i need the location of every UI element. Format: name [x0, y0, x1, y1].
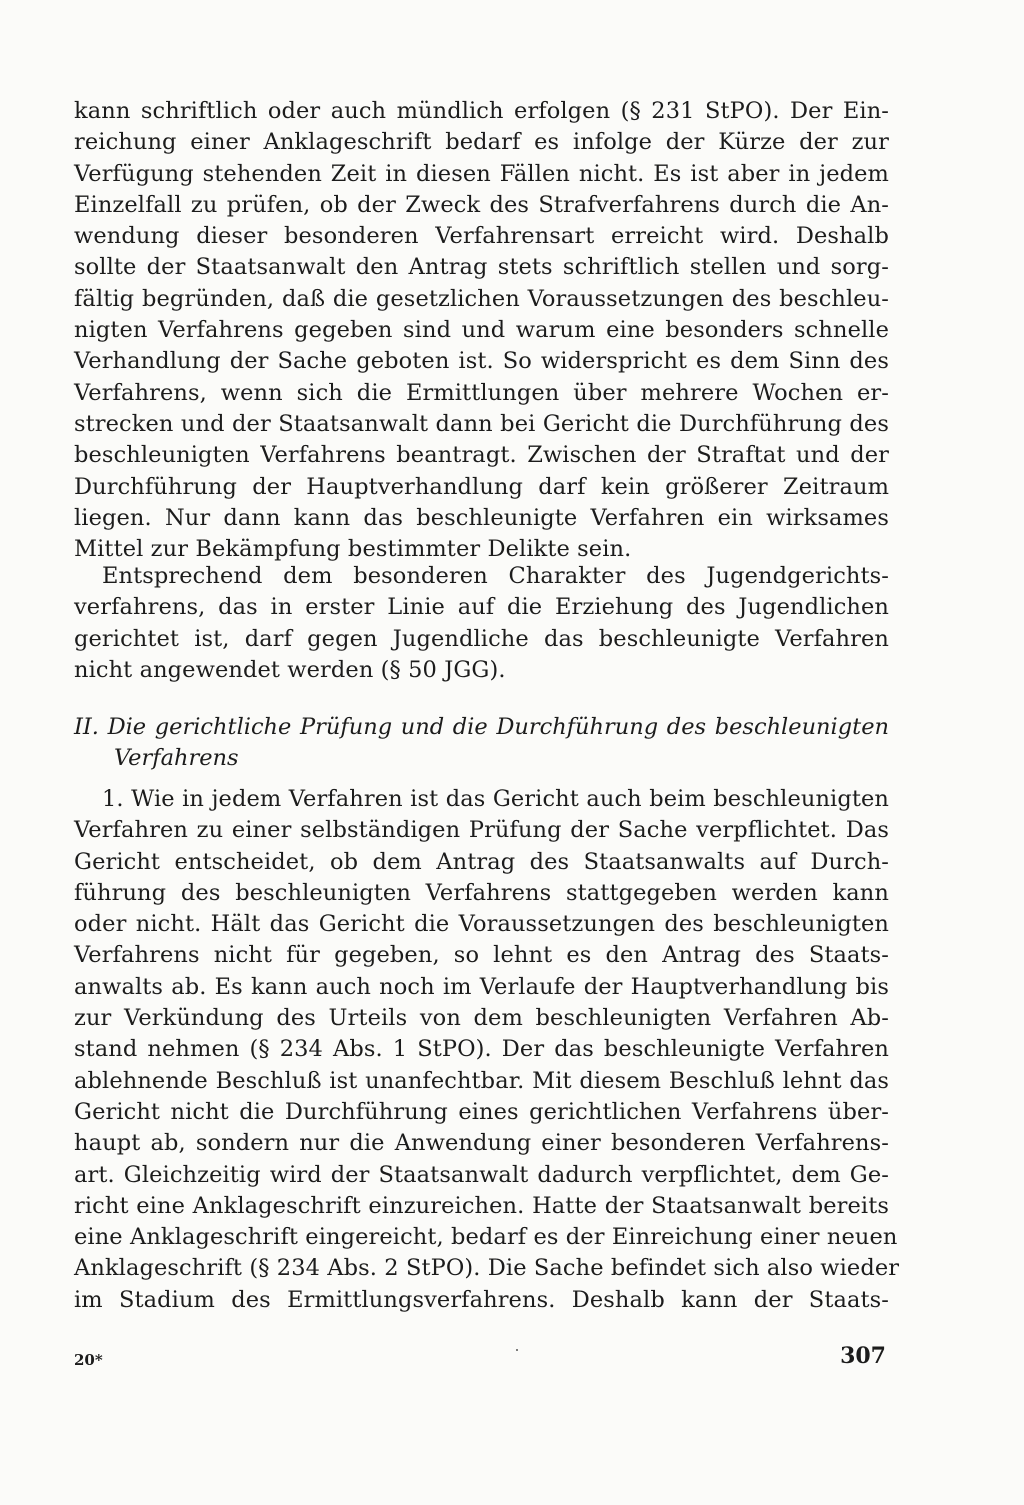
text-line: oder nicht. Hält das Gericht die Voraussetzungen des beschleunigten — [74, 911, 889, 938]
text-line: eine Anklageschrift eingereicht, bedarf es der Einreichung einer neuen — [74, 1224, 898, 1251]
text-line: gerichtet ist, darf gegen Jugendliche das beschleunigte Verfahren — [74, 625, 889, 652]
text-line: ablehnende Beschluß ist unanfechtbar. Mit diesem Beschluß lehnt das — [74, 1067, 889, 1094]
text-line: Mittel zur Bekämpfung bestimmter Delikte sein. — [74, 536, 632, 563]
text-line: beschleunigten Verfahrens beantragt. Zwischen der Straftat und der — [74, 442, 889, 469]
text-line: im Stadium des Ermittlungsverfahrens. Deshalb kann der Staats- — [74, 1286, 889, 1313]
text-line: zur Verkündung des Urteils von dem beschleunigten Verfahren Ab- — [74, 1005, 889, 1032]
text-line: richt eine Anklageschrift einzureichen. Hatte der Staatsanwalt bereits — [74, 1192, 889, 1219]
page-number: 307 — [840, 1343, 886, 1369]
text-line: führung des beschleunigten Verfahrens stattgegeben werden kann — [74, 879, 889, 906]
text-line: Gericht entscheidet, ob dem Antrag des Staatsanwalts auf Durch- — [74, 848, 889, 875]
text-line: anwalts ab. Es kann auch noch im Verlaufe der Hauptverhandlung bis — [74, 973, 889, 1000]
text-line: Entsprechend dem besonderen Charakter des Jugendgerichts- — [102, 563, 889, 589]
text-line: stand nehmen (§ 234 Abs. 1 StPO). Der das beschleunigte Verfahren — [74, 1036, 889, 1063]
text-line: 1. Wie in jedem Verfahren ist das Gericht auch beim beschleunigten — [102, 786, 889, 812]
text-line: nigten Verfahrens gegeben sind und warum eine besonders schnelle — [74, 317, 889, 344]
paragraph-2 — [74, 561, 889, 686]
text-line: Verfügung stehenden Zeit in diesen Fällen nicht. Es ist aber in jedem — [74, 160, 889, 187]
text-line: Verfahrens, wenn sich die Ermittlungen über mehrere Wochen er- — [74, 379, 889, 406]
text-line: Einzelfall zu prüfen, ob der Zweck des Strafverfahrens durch die An- — [74, 191, 889, 218]
text-line: Durchführung der Hauptverhandlung darf kein größerer Zeitraum — [74, 473, 889, 500]
text-line: strecken und der Staatsanwalt dann bei Gericht die Durchführung des — [74, 410, 889, 437]
print-speck — [516, 1349, 518, 1351]
text-line: Gericht nicht die Durchführung eines gerichtlichen Verfahrens über- — [74, 1098, 889, 1125]
paragraph-1 — [74, 96, 889, 565]
text-line: art. Gleichzeitig wird der Staatsanwalt dadurch verpflichtet, dem Ge- — [74, 1161, 889, 1188]
text-line: Verfahrens nicht für gegeben, so lehnt es den Antrag des Staats- — [74, 942, 889, 969]
text-line: reichung einer Anklageschrift bedarf es infolge der Kürze der zur — [74, 129, 889, 156]
heading-line: II. Die gerichtliche Prüfung und die Durchführung des beschleunigten — [74, 714, 889, 740]
text-line: sollte der Staatsanwalt den Antrag stets schriftlich stellen und sorg- — [74, 254, 889, 281]
section-heading — [74, 712, 889, 774]
text-line: fältig begründen, daß die gesetzlichen Voraussetzungen des beschleu- — [74, 285, 889, 312]
text-line: Anklageschrift (§ 234 Abs. 2 StPO). Die Sache befindet sich also wieder — [74, 1255, 900, 1282]
text-line: liegen. Nur dann kann das beschleunigte Verfahren ein wirksames — [74, 504, 889, 531]
text-line: Verfahren zu einer selbständigen Prüfung der Sache verpflichtet. Das — [74, 817, 889, 844]
signature-mark: 20* — [74, 1351, 103, 1369]
paragraph-3 — [74, 784, 900, 1316]
text-line: Verhandlung der Sache geboten ist. So widerspricht es dem Sinn des — [74, 348, 889, 375]
text-line: nicht angewendet werden (§ 50 JGG). — [74, 656, 506, 683]
text-line: kann schriftlich oder auch mündlich erfolgen (§ 231 StPO). Der Ein- — [74, 98, 889, 124]
text-line: wendung dieser besonderen Verfahrensart erreicht wird. Deshalb — [74, 223, 889, 250]
text-line: verfahrens, das in erster Linie auf die Erziehung des Jugendlichen — [74, 594, 889, 621]
heading-line: Verfahrens — [114, 745, 239, 771]
text-line: haupt ab, sondern nur die Anwendung einer besonderen Verfahrens- — [74, 1130, 889, 1157]
